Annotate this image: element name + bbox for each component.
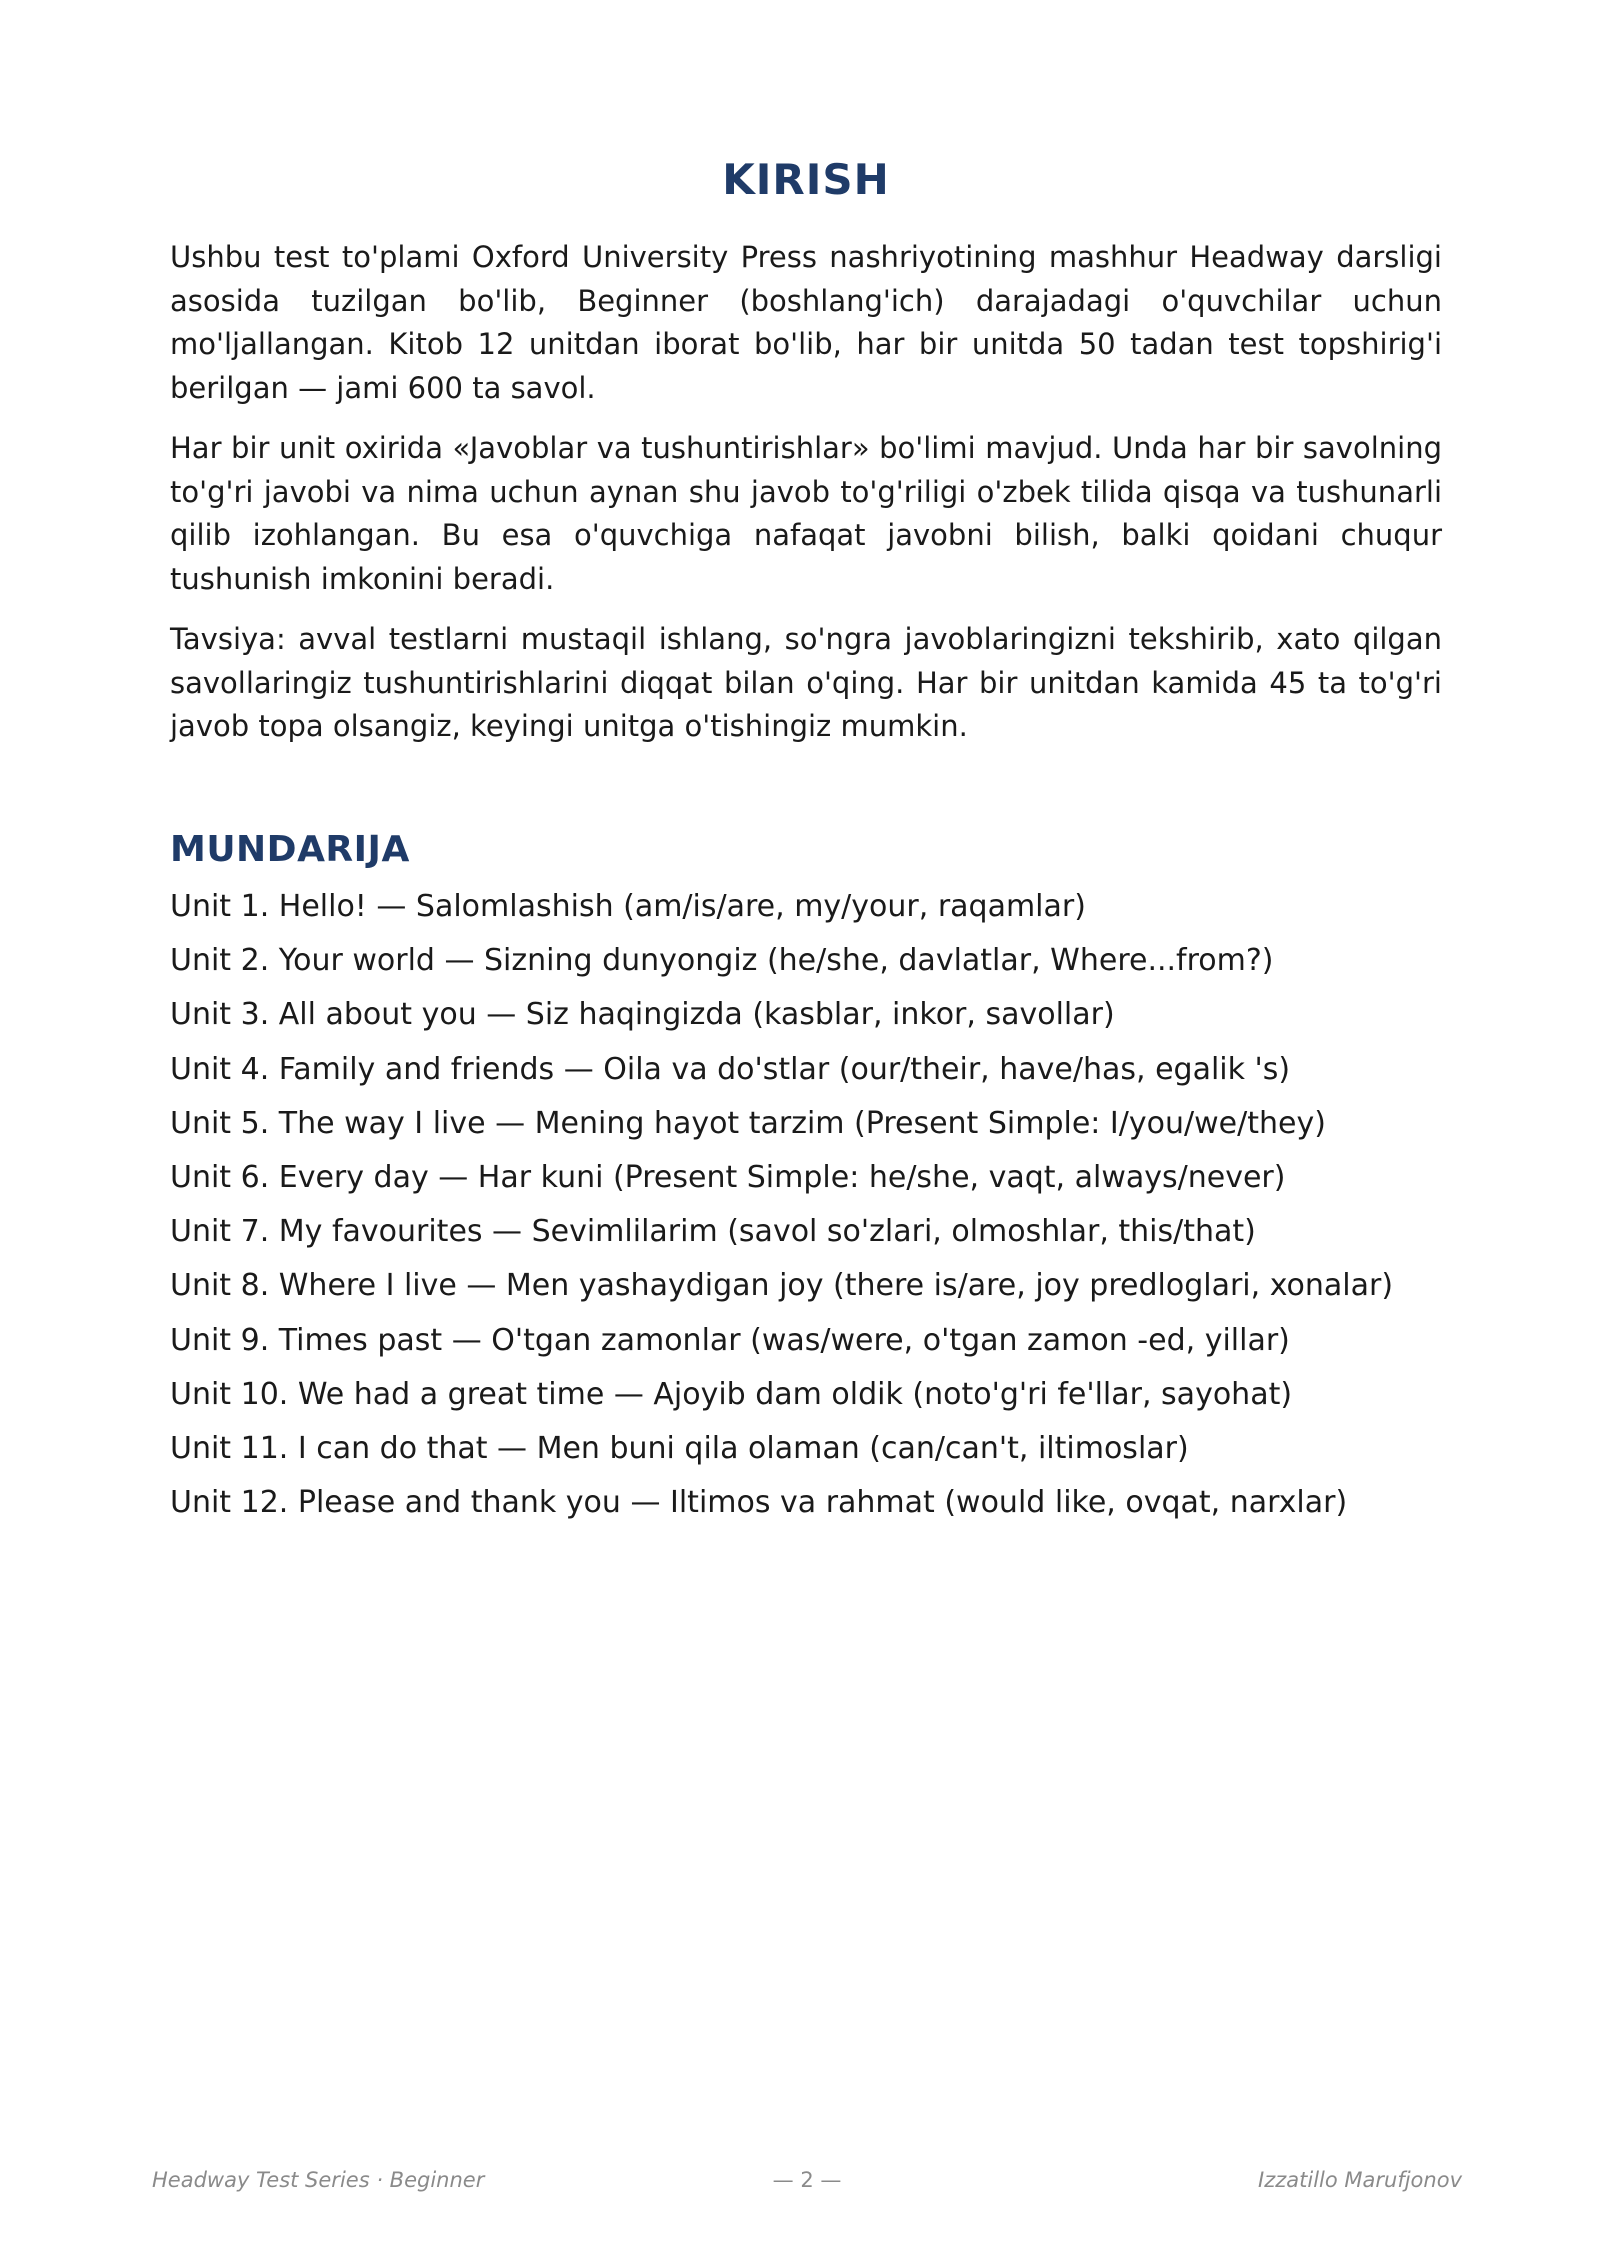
toc-title: MUNDARIJA: [170, 829, 410, 870]
intro-paragraph: Har bir unit oxirida «Javoblar va tushuntirishlar» bo'limi mavjud. Unda har bir savolning to'g'ri javobi va nima uchun aynan shu javob to'g'riligi o'zbek tilida qisqa va tushunarli qilib izohlangan. Bu esa o'quvchiga nafaqat javobni bilish, balki qoidani chuqur tushunish imkonini beradi.: [170, 431, 1442, 596]
toc-item-unit-11: Unit 11. I can do that — Men buni qila olaman (can/can't, iltimoslar): [170, 1431, 1189, 1467]
toc-item-unit-7: Unit 7. My favourites — Sevimlilarim (savol so'zlari, olmoshlar, this/that): [170, 1214, 1256, 1250]
toc-item-unit-5: Unit 5. The way I live — Mening hayot tarzim (Present Simple: I/you/we/they): [170, 1105, 1326, 1141]
page-footer: [152, 2168, 1462, 2208]
toc-item-unit-12: Unit 12. Please and thank you — Iltimos va rahmat (would like, ovqat, narxlar): [170, 1485, 1348, 1521]
footer-author: Izzatillo Marufjonov: [1258, 2168, 1462, 2192]
toc-item-unit-1: Unit 1. Hello! — Salomlashish (am/is/are, my/your, raqamlar): [170, 889, 1086, 924]
intro-title: KIRISH: [722, 155, 890, 204]
intro-paragraph: Ushbu test to'plami Oxford University Press nashriyotining mashhur Headway darsligi asosida tuzilgan bo'lib, Beginner (boshlang'ich) darajadagi o'quvchilar uchun mo'ljallangan. Kitob 12 unitdan iborat bo'lib, har bir unitda 50 tadan test topshirig'i berilgan — jami 600 ta savol.: [170, 240, 1442, 405]
intro-paragraph: Tavsiya: avval testlarni mustaqil ishlang, so'ngra javoblaringizni tekshirib, xato qilgan savollaringiz tushuntirishlarini diqqat bilan o'qing. Har bir unitdan kamida 45 ta to'g'ri javob topa olsangiz, keyingi unitga o'tishingiz mumkin.: [170, 622, 1442, 743]
footer-page-number: — 2 —: [772, 2168, 842, 2192]
toc-item-unit-10: Unit 10. We had a great time — Ajoyib dam oldik (noto'g'ri fe'llar, sayohat): [170, 1376, 1293, 1412]
toc-item-unit-2: Unit 2. Your world — Sizning dunyongiz (he/she, davlatlar, Where...from?): [170, 943, 1274, 979]
intro-body: [170, 236, 1442, 766]
toc-item-unit-9: Unit 9. Times past — O'tgan zamonlar (was/were, o'tgan zamon -ed, yillar): [170, 1322, 1290, 1358]
table-of-contents: [170, 880, 1470, 1530]
toc-item-unit-3: Unit 3. All about you — Siz haqingizda (kasblar, inkor, savollar): [170, 997, 1115, 1033]
toc-item-unit-6: Unit 6. Every day — Har kuni (Present Simple: he/she, vaqt, always/never): [170, 1160, 1286, 1196]
toc-item-unit-4: Unit 4. Family and friends — Oila va do'stlar (our/their, have/has, egalik 's): [170, 1051, 1291, 1087]
toc-item-unit-8: Unit 8. Where I live — Men yashaydigan joy (there is/are, joy predloglari, xonalar): [170, 1268, 1394, 1304]
footer-series-title: Headway Test Series · Beginner: [152, 2168, 485, 2192]
